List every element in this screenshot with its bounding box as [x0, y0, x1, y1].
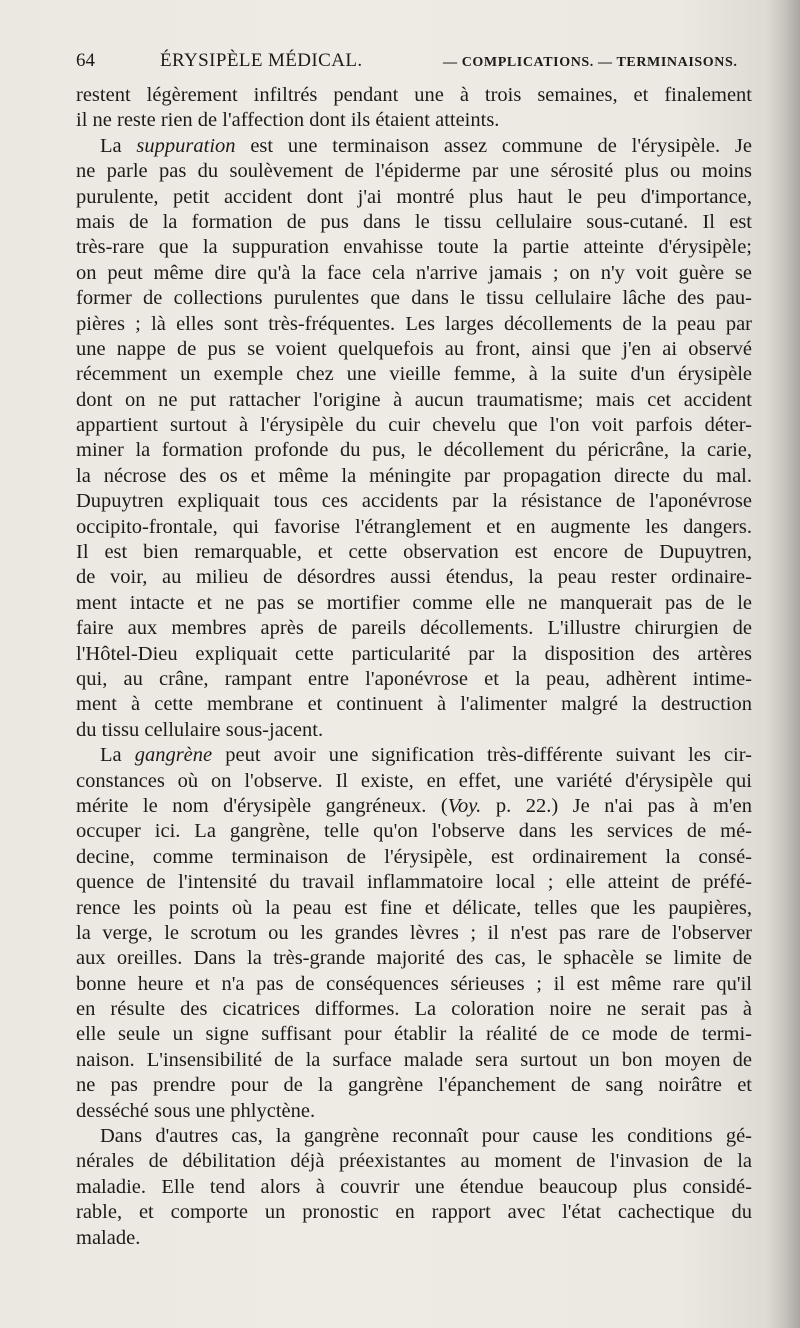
text-line: bonne heure et n'a pas de conséquences sérieuses ; il est même rare qu'il	[76, 972, 752, 995]
text-line: rence les points où la peau est fine et délicate, telles que les paupières,	[76, 896, 752, 919]
text-line: elle seule un signe suffisant pour établir la réalité de ce mode de termi-	[76, 1023, 752, 1046]
text-line: La suppuration est une terminaison assez commune de l'érysipèle. Je	[100, 134, 753, 157]
text-line: quence de l'intensité du travail inflammatoire local ; elle atteint de préfé-	[76, 871, 752, 894]
text-line: la verge, le scrotum ou les grandes lèvres ; il n'est pas rare de l'observer	[76, 921, 752, 944]
text-line: on peut même dire qu'à la face cela n'arrive jamais ; on n'y voit guère se	[76, 261, 752, 284]
text-line: desséché sous une phlyctène.	[76, 1099, 316, 1122]
text-line: ment intacte et ne pas se mortifier comme elle ne manquerait pas de le	[76, 591, 752, 614]
text-line: Dans d'autres cas, la gangrène reconnaît pour cause les conditions gé-	[100, 1125, 752, 1148]
text-line: en résulte des cicatrices difformes. La coloration noire ne serait pas à	[76, 998, 752, 1021]
text-line: aux oreilles. Dans la très-grande majorité des cas, le sphacèle se limite de	[76, 947, 752, 970]
text-line: decine, comme terminaison de l'érysipèle, est ordinairement la consé-	[76, 845, 752, 868]
running-header	[76, 50, 766, 72]
text-line: la nécrose des os et même la méningite par propagation directe du mal.	[76, 464, 752, 487]
header-title: ÉRYSIPÈLE MÉDICAL.	[160, 50, 363, 71]
paragraph	[76, 83, 752, 134]
text-line: maladie. Elle tend alors à couvrir une étendue beaucoup plus considé-	[76, 1175, 752, 1198]
spine-shadow	[766, 0, 800, 1328]
text-line: dont on ne put rattacher l'origine à aucun traumatisme; mais cet accident	[76, 388, 752, 411]
header-subtitle: — COMPLICATIONS. — TERMINAISONS.	[443, 55, 738, 70]
text-line: purulente, petit accident dont j'ai montré plus haut le peu d'importance,	[76, 185, 752, 208]
text-line: une nappe de pus se voient quelquefois au front, ainsi que j'en ai observé	[76, 337, 752, 360]
text-line: malade.	[76, 1226, 141, 1249]
body-text	[76, 83, 752, 1251]
paragraph	[76, 743, 752, 1124]
text-line: mérite le nom d'érysipèle gangréneux. (Voy. p. 22.) Je n'ai pas à m'en	[76, 794, 752, 817]
text-line: pières ; là elles sont très-fréquentes. Les larges décollements de la peau par	[76, 312, 752, 335]
text-line: Il est bien remarquable, et cette observation est encore de Dupuytren,	[76, 541, 752, 564]
text-line: occipito-frontale, qui favorise l'étranglement et en augmente les dangers.	[76, 515, 752, 538]
text-line: former de collections purulentes que dans le tissu cellulaire lâche des pau-	[76, 287, 752, 310]
text-line: nérales de débilitation déjà préexistantes au moment de l'invasion de la	[76, 1150, 752, 1173]
text-line: de voir, au milieu de désordres aussi étendus, la peau rester ordinaire-	[76, 566, 752, 589]
text-line: du tissu cellulaire sous-jacent.	[76, 718, 324, 741]
text-line: récemment un exemple chez une vieille femme, à la suite d'un érysipèle	[76, 363, 752, 386]
paragraph	[76, 1124, 752, 1251]
page-number: 64	[76, 50, 95, 71]
text-line: restent légèrement infiltrés pendant une à trois semaines, et finalement	[76, 84, 752, 106]
text-line: La gangrène peut avoir une signification très-différente suivant les cir-	[100, 744, 752, 767]
text-line: naison. L'insensibilité de la surface malade sera surtout un bon moyen de	[76, 1048, 752, 1071]
paragraph	[76, 134, 752, 743]
text-line: occuper ici. La gangrène, telle qu'on l'observe dans les services de mé-	[76, 820, 752, 843]
text-line: Dupuytren expliquait tous ces accidents par la résistance de l'aponévrose	[76, 490, 752, 513]
text-line: ne pas prendre pour de la gangrène l'épanchement de sang noirâtre et	[76, 1074, 752, 1097]
text-line: il ne reste rien de l'affection dont ils étaient atteints.	[76, 109, 500, 132]
text-line: mais de la formation de pus dans le tissu cellulaire sous-cutané. Il est	[76, 210, 752, 233]
text-line: l'Hôtel-Dieu expliquait cette particularité par la disposition des artères	[76, 642, 752, 665]
text-line: constances où on l'observe. Il existe, en effet, une variété d'érysipèle qui	[76, 769, 752, 792]
text-line: rable, et comporte un pronostic en rapport avec l'état cachectique du	[76, 1201, 752, 1224]
text-line: faire aux membres après de pareils décollements. L'illustre chirurgien de	[76, 617, 752, 640]
text-line: ment à cette membrane et continuent à l'alimenter malgré la destruction	[76, 693, 752, 716]
text-line: appartient surtout à l'érysipèle du cuir chevelu que l'on voit parfois déter-	[76, 414, 752, 437]
text-line: miner la formation profonde du pus, le décollement du péricrâne, la carie,	[76, 439, 752, 462]
text-line: très-rare que la suppuration envahisse toute la partie atteinte d'érysipèle;	[76, 236, 752, 259]
text-line: qui, au crâne, rampant entre l'aponévrose et la peau, adhèrent intime-	[76, 667, 752, 690]
text-line: ne parle pas du soulèvement de l'épiderme par une sérosité plus ou moins	[76, 160, 752, 183]
